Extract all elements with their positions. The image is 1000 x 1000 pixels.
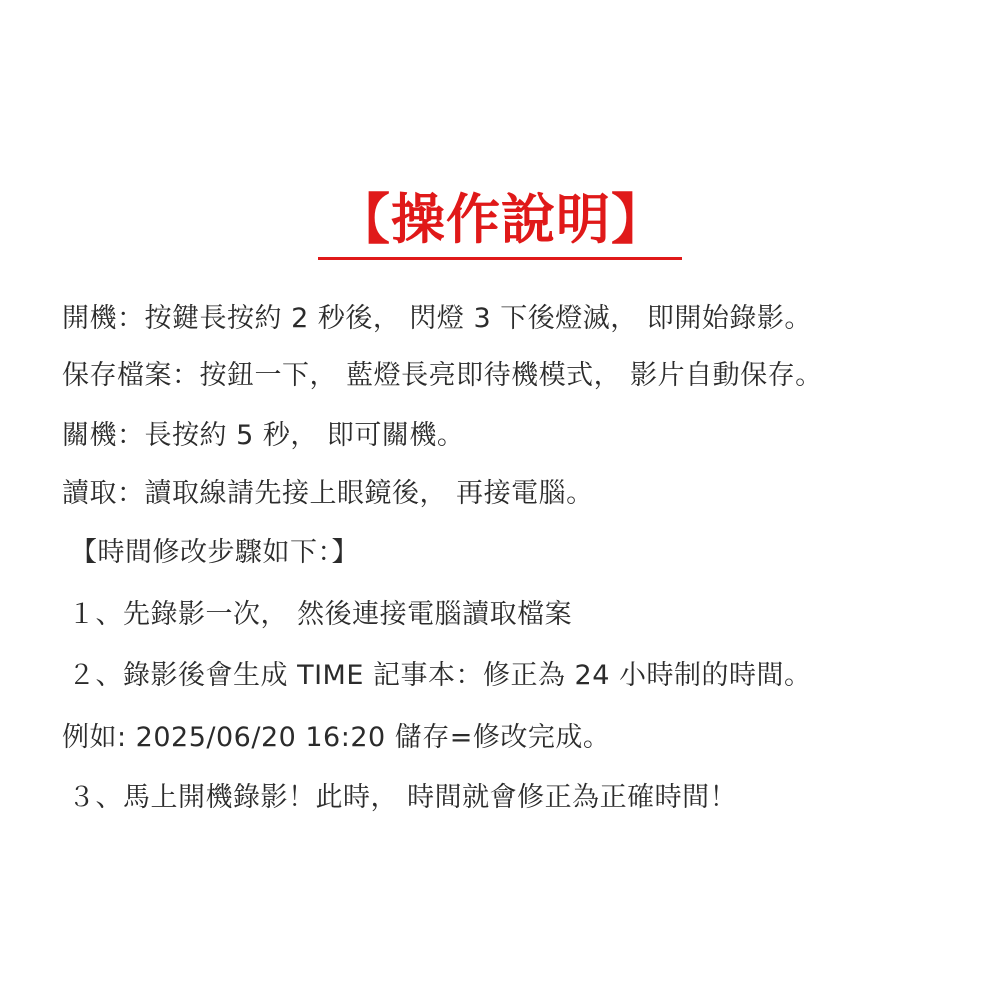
time-step-3: ３、馬上開機錄影！此時， 時間就會修正為正確時間！ xyxy=(68,782,738,813)
time-step-1: １、先錄影一次， 然後連接電腦讀取檔案 xyxy=(68,599,573,630)
time-example: 例如: 2025/06/20 16:20 儲存=修改完成。 xyxy=(62,722,611,753)
instruction-read: 讀取：讀取線請先接上眼鏡後， 再接電腦。 xyxy=(62,478,594,509)
title-underline xyxy=(318,257,682,260)
time-modify-heading: 【時間修改步驟如下：】 xyxy=(70,537,359,568)
page-title: 【操作說明】 xyxy=(336,188,666,251)
instruction-power-off: 關機：長按約 5 秒， 即可關機。 xyxy=(62,420,465,451)
instruction-save-file: 保存檔案：按鈕一下， 藍燈長亮即待機模式， 影片自動保存。 xyxy=(62,360,823,391)
time-step-2: ２、錄影後會生成 TIME 記事本：修正為 24 小時制的時間。 xyxy=(68,660,812,691)
instruction-power-on: 開機：按鍵長按約 2 秒後， 閃燈 3 下後燈滅， 即開始錄影。 xyxy=(62,303,812,334)
